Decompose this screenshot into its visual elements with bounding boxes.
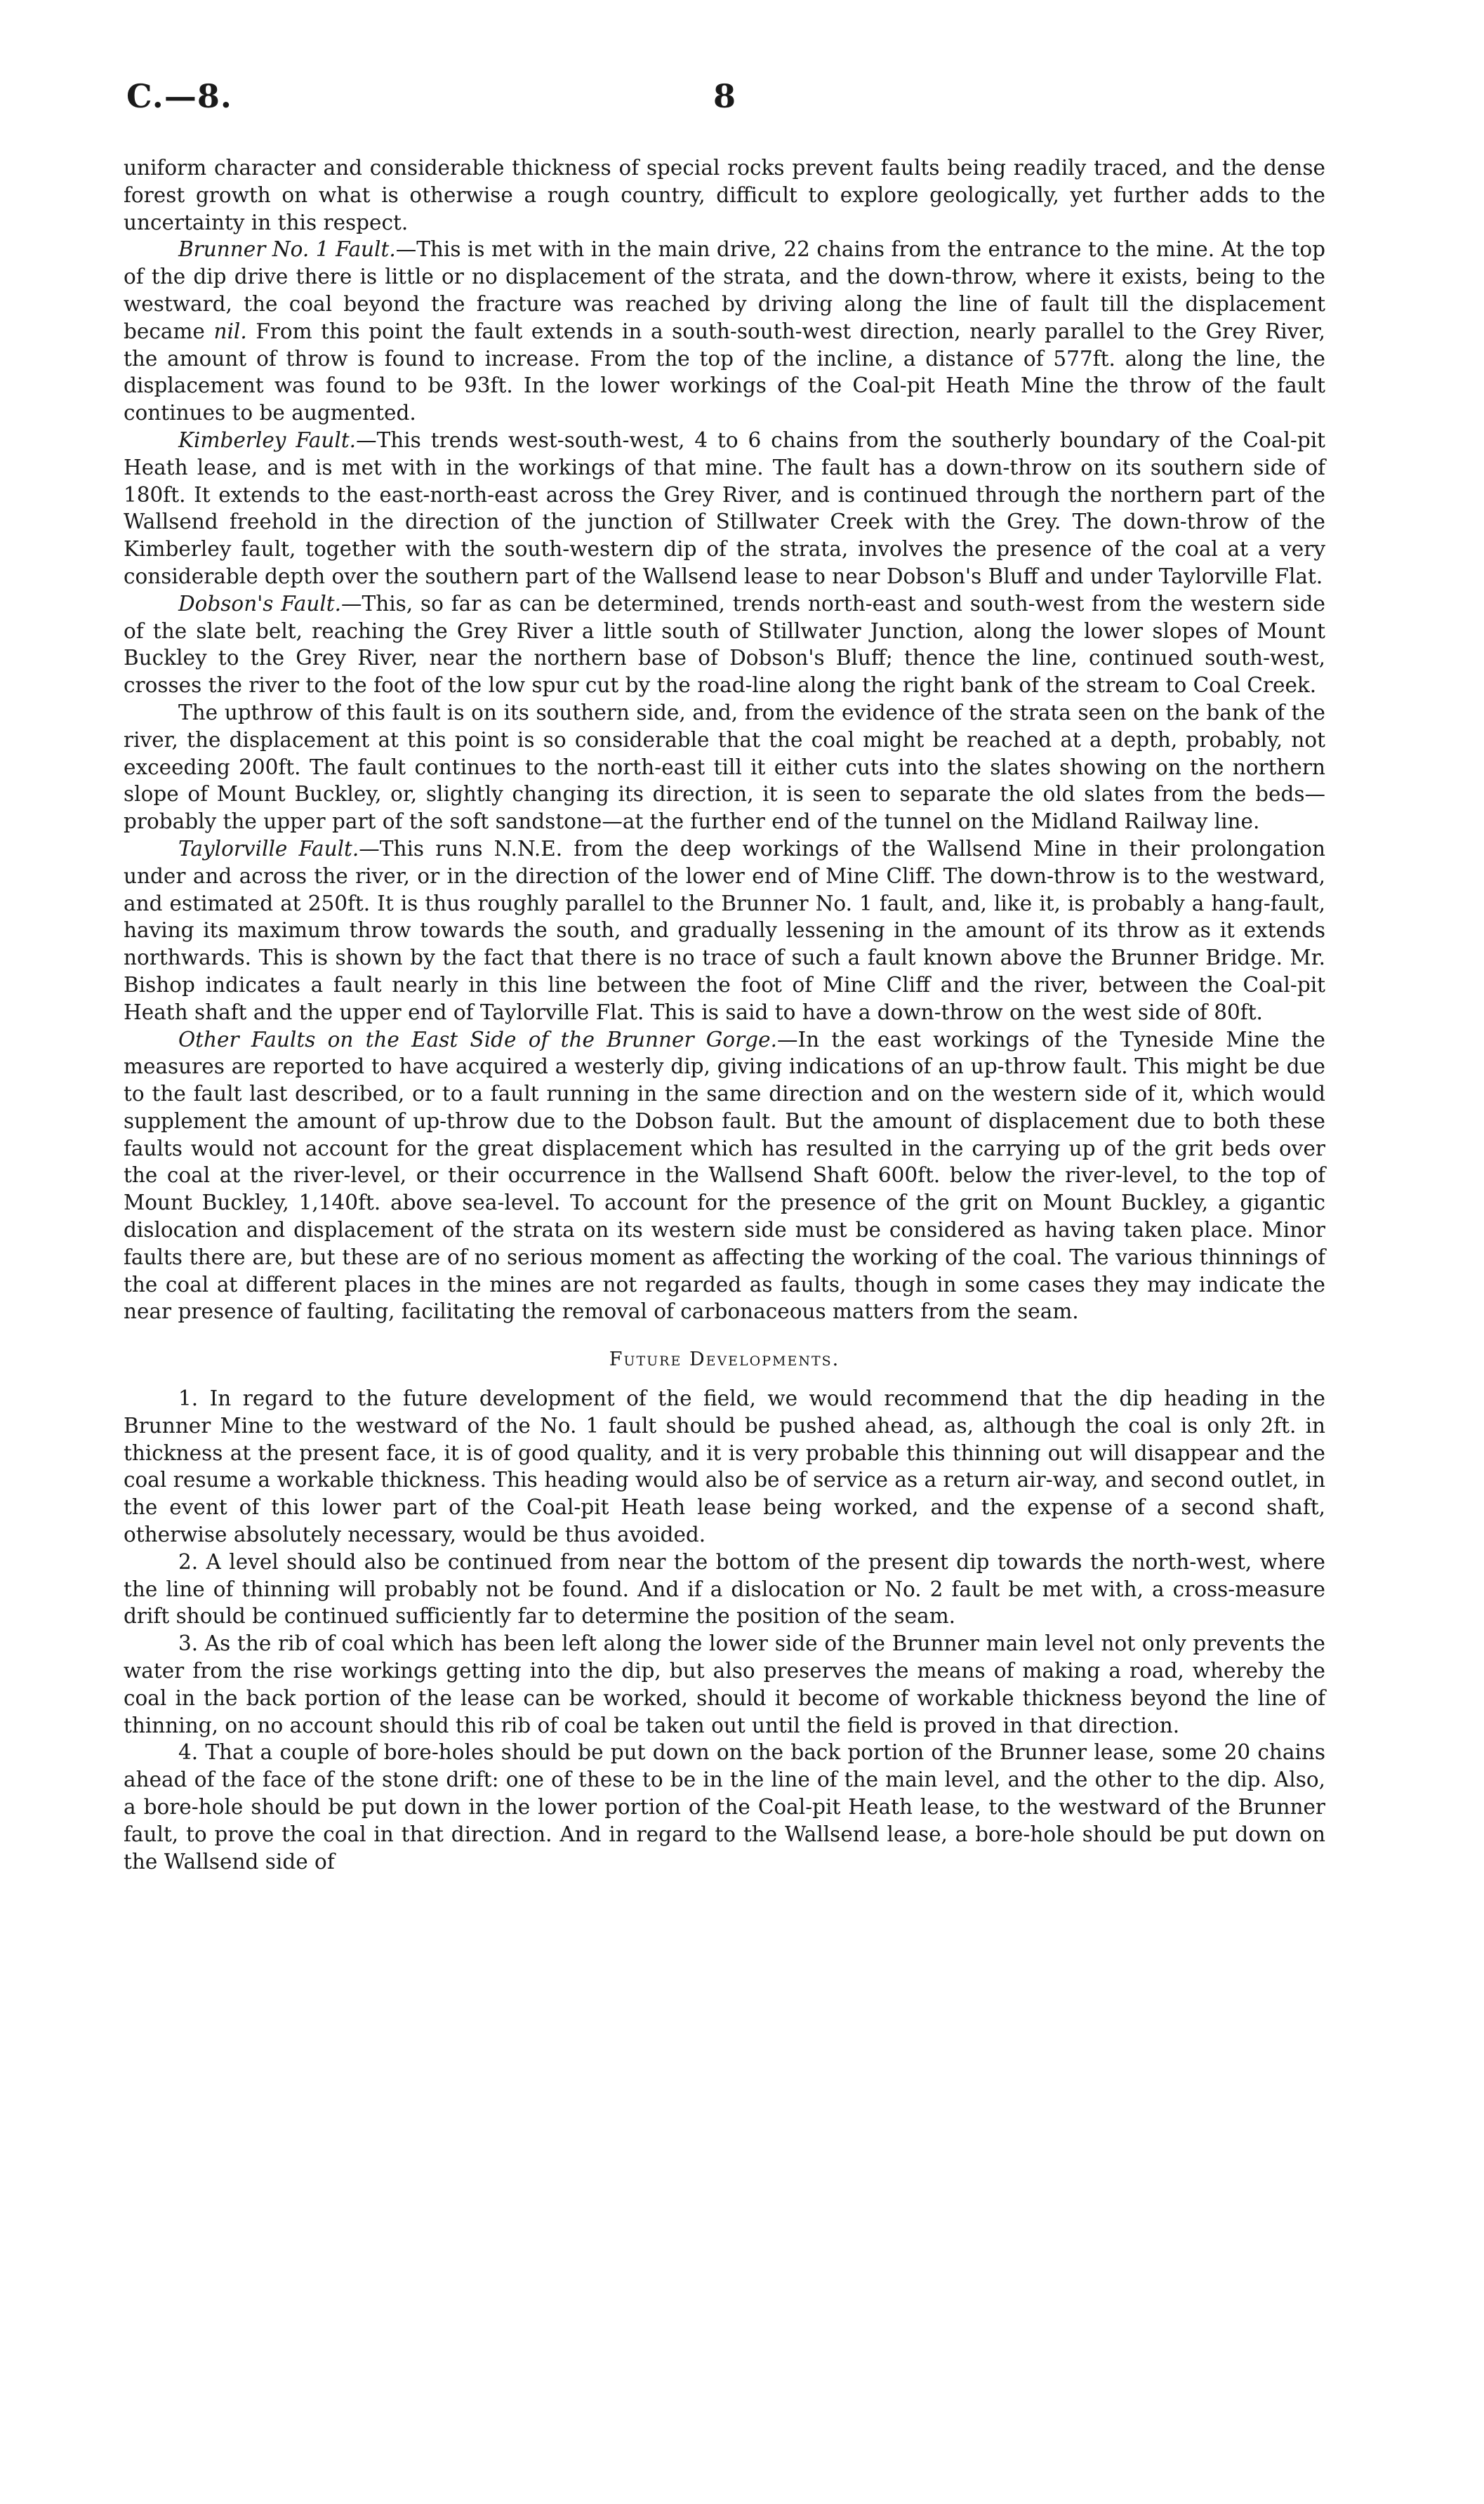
paragraph-text: —In the east workings of the Tyneside Mine the measures are reported to have acquired a westerly dip, giving indications of an up-throw fault. This might be due to the fault last described, or to a fault running in the same direction and on the western side of it, which would supplement the amount of up-throw due to the Dobson fault. But the amount of displacement due to both these faults would not account for the great displacement which has resulted in the carrying up of the grit beds over the coal at the river-level, or their occurrence in the Wallsend Shaft 600ft. below the river-level, to the top of Mount Buckley, 1,140ft. above sea-level. To account for the presence of the grit on Mount Buckley, a gigantic dislocation and displacement of the strata on its western side must be considered as having taken place. Minor faults there are, but these are of no serious moment as affecting the working of the coal. The various thinnings of the coal at different places in the mines are not regarded as faults, though in some cases they may indicate the near presence of faulting, facilitating the removal of carbonaceous matters from the seam.: [124, 1027, 1325, 1324]
paragraph-text: From this point the fault extends in a south-south-west direction, nearly parallel to the Grey River, the amount of throw is found to increase. From the top of the incline, a distance of 577ft. along the line, the displacement was found to be 93ft. In the lower workings of the Coal-pit Heath Mine the throw of the fault continues to be augmented.: [124, 319, 1325, 425]
document-body: [124, 154, 1325, 1875]
paragraph-text: —This runs N.N.E. from the deep workings of the Wallsend Mine in their prolongation under and across the river, or in the direction of the lower end of Mine Cliff. The down-throw is to the westward, and estimated at 250ft. It is thus roughly parallel to the Brunner No. 1 fault, and, like it, is probably a hang-fault, having its maximum throw towards the south, and gradually lessening in the amount of its throw as it extends northwards. This is shown by the fact that there is no trace of such a fault known above the Brunner Bridge. Mr. Bishop indicates a fault nearly in this line between the foot of Mine Cliff and the river, between the Coal-pit Heath shaft and the upper end of Taylorville Flat. This is said to have a down-throw on the west side of 80ft.: [124, 836, 1325, 1024]
paragraph-text: uniform character and considerable thickness of special rocks prevent faults being readily traced, and the dense forest growth on what is otherwise a rough country, difficult to explore geologically, yet further adds to the uncertainty in this respect.: [124, 156, 1325, 234]
paragraph-title: Brunner No. 1 Fault.: [178, 237, 396, 262]
paragraph-text: —This is met with in the main drive, 22 chains from the entrance to the mine. At the top of the dip drive there is little or no displacement of the strata, and the down-throw, where it exists, being to the westward, the coal beyond the fracture was reached by driving along the line of fault till the displacement became: [124, 237, 1325, 343]
numbered-paragraph-4: 4. That a couple of bore-holes should be put down on the back portion of the Brunner lease, some 20 chains ahead of the face of the stone drift: one of these to be in the line of the main level, and the other to the dip. Also, a bore-hole should be put down in the lower portion of the Coal-pit Heath lease, to the westward of the Brunner fault, to prove the coal in that direction. And in regard to the Wallsend lease, a bore-hole should be put down on the Wallsend side of: [124, 1740, 1325, 1874]
paragraph-other-faults: [124, 1026, 1325, 1326]
document-reference: C.—8.: [126, 77, 232, 115]
paragraph-dobsons-fault: [124, 590, 1325, 699]
numbered-paragraph-2: 2. A level should also be continued from near the bottom of the present dip towards the north-west, where the line of thinning will probably not be found. And if a dislocation or No. 2 fault be met with, a cross-measure drift should be continued sufficiently far to determine the position of the seam.: [124, 1549, 1325, 1629]
paragraph-title: Kimberley Fault.: [178, 428, 357, 452]
paragraph-text: —This trends west-south-west, 4 to 6 chains from the southerly boundary of the Coal-pit Heath lease, and is met with in the workings of that mine. The fault has a down-throw on its southern side of 180ft. It extends to the east-north-east across the Grey River, and is continued through the northern part of the Wallsend freehold in the direction of the junction of Stillwater Creek with the Grey. The down-throw of the Kimberley fault, together with the south-western dip of the strata, involves the presence of the coal at a very considerable depth over the southern part of the Wallsend lease to near Dobson's Bluff and under Taylorville Flat.: [124, 428, 1325, 588]
paragraph-continuation: [124, 154, 1325, 236]
paragraph-text: The upthrow of this fault is on its southern side, and, from the evidence of the strata seen on the bank of the river, the displacement at this point is so considerable that the coal might be reached at a depth, probably, not exceeding 200ft. The fault continues to the north-east till it either cuts into the slates showing on the northern slope of Mount Buckley, or, slightly changing its direction, it is seen to separate the old slates from the beds—probably the upper part of the soft sandstone—at the further end of the tunnel on the Midland Railway line.: [124, 700, 1325, 834]
paragraph-title: Dobson's Fault.: [178, 591, 342, 616]
page-number: 8: [713, 77, 736, 115]
paragraph-brunner-fault: [124, 236, 1325, 427]
paragraph-taylorville-fault: [124, 835, 1325, 1026]
document-page: [124, 77, 1325, 1875]
paragraph-title: Taylorville Fault.: [178, 836, 359, 861]
paragraph-upthrow: [124, 699, 1325, 835]
page-header: [124, 77, 1325, 126]
numbered-paragraph-1: 1. In regard to the future development of the field, we would recommend that the dip heading in the Brunner Mine to the westward of the No. 1 fault should be pushed ahead, as, although the coal is only 2ft. in thickness at the present face, it is of good quality, and it is very probable this thinning out will disappear and the coal resume a workable thickness. This heading would also be of service as a return air-way, and second outlet, in the event of this lower part of the Coal-pit Heath lease being worked, and the expense of a second shaft, otherwise absolutely necessary, would be thus avoided.: [124, 1386, 1325, 1547]
paragraph-title: Other Faults on the East Side of the Brunner Gorge.: [178, 1027, 777, 1052]
paragraph-kimberley-fault: [124, 427, 1325, 590]
section-heading: Future Developments.: [609, 1349, 840, 1371]
numbered-paragraph-3: 3. As the rib of coal which has been left along the lower side of the Brunner main level not only prevents the water from the rise workings getting into the dip, but also preserves the means of making a road, whereby the coal in the back portion of the lease can be worked, should it become of workable thickness beyond the line of thinning, on no account should this rib of coal be taken out until the field is proved in that direction.: [124, 1631, 1325, 1737]
paragraph-text: —This, so far as can be determined, trends north-east and south-west from the western side of the slate belt, reaching the Grey River a little south of Stillwater Junction, along the lower slopes of Mount Buckley to the Grey River, near the northern base of Dobson's Bluff; thence the line, continued south-west, crosses the river to the foot of the low spur cut by the road-line along the right bank of the stream to Coal Creek.: [124, 591, 1325, 698]
paragraph-emphasis: nil.: [213, 319, 247, 343]
